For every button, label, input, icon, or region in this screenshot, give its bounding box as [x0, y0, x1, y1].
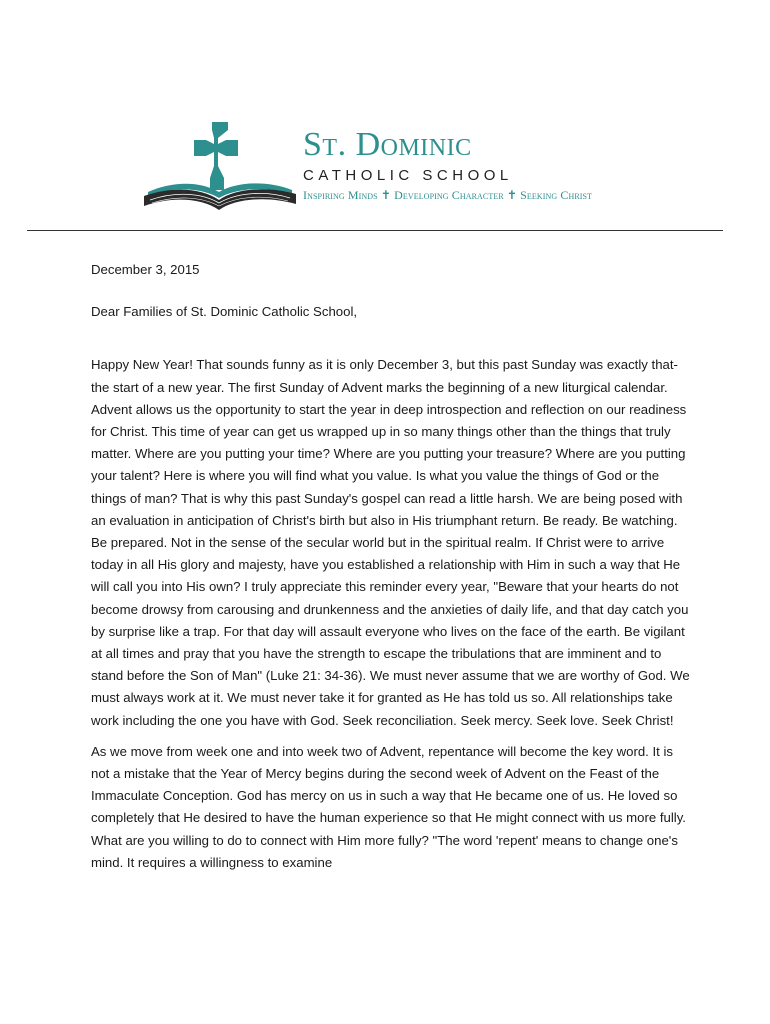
letterhead [140, 118, 640, 218]
letter-salutation: Dear Families of St. Dominic Catholic School, [91, 304, 358, 320]
school-name: St. Dominic [303, 126, 472, 163]
school-subtitle: CATHOLIC SCHOOL [303, 167, 513, 184]
letterhead-divider [27, 230, 723, 231]
letter-date: December 3, 2015 [91, 262, 200, 277]
school-motto: Inspiring Minds ✝ Developing Character ✝ Seeking Christ [303, 188, 593, 202]
cross-and-open-book-icon [140, 118, 300, 218]
school-identity [303, 128, 643, 203]
letter-paragraph: As we move from week one and into week two of Advent, repentance will become the key word. It is not a mistake that the Year of Mercy begins during the second week of Advent on the Feast of the Immaculate Conception. God has mercy on us in such a way that He became one of us. He loved so completely that He desired to have the human experience so that He might connect with us more fully. What are you willing to do to connect with Him more fully? "The word 'repent' means to change one's mind. It requires a willingness to examine [91, 743, 686, 870]
letter-body [91, 259, 691, 874]
letter-paragraph: Happy New Year! That sounds funny as it is only December 3, but this past Sunday was exactly that- the start of a new year. The first Sunday of Advent marks the beginning of a new liturgical calendar. Advent allows us the opportunity to start the year in deep introspection and reflection on our readiness for Christ. This time of year can get us wrapped up in so many things other than the things that truly matter. Where are you putting your time? Where are you putting your treasure? Where are you putting your talent? Here is where you will find what you value. Is what you value the things of God or the things of man? That is why this past Sunday's gospel can read a little harsh. We are being posed with an evaluation in anticipation of Christ's birth but also in His triumphant return. Be ready. Be watching. Be prepared. Not in the sense of the secular world but in the spiritual realm. If Christ were to arrive today in all His glory and majesty, have you established a relationship with Him in such a way that He will call you into His own? I truly appreciate this reminder every year, "Beware that your hearts do not become drowsy from carousing and drunkenness and the anxieties of daily life, and that day catch you by surprise like a trap. For that day will assault everyone who lives on the face of the earth. Be vigilant at all times and pray that you have the strength to escape the tribulations that are imminent and to stand before the Son of Man" (Luke 21: 34-36). We must never assume that we are worthy of God. We must always work at it. We must never take it for granted as He has told us so. All relationships take work including the one you have with God. Seek reconciliation. Seek mercy. Seek love. Seek Christ! [91, 357, 690, 728]
